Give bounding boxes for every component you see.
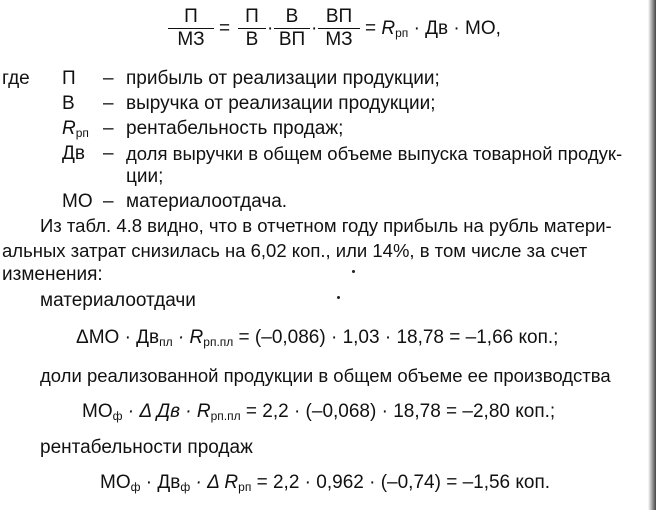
legend-dash: – [103,118,114,139]
fraction-numerator: П [168,6,214,29]
expr-subscript: рп.пл [203,335,234,349]
expr-subscript: ф [180,480,191,494]
rhs-symbol: R [381,18,396,39]
fraction-denominator: МЗ [177,29,205,50]
legend-text-continuation: ции; [126,166,164,187]
calc-expression [100,472,550,498]
fraction-p-v [238,6,266,51]
calc-expression [82,401,555,427]
fraction-p-mz [168,6,214,51]
expr-part: · Дв [140,472,181,493]
scan-edge-shadow [648,0,656,510]
legend-symbol: Дв [62,143,85,164]
expr-subscript: рп.пл [210,409,241,423]
legend-text: прибыль от реализации продукции; [126,68,440,89]
legend-symbol: В [62,93,75,114]
legend-symbol: П [62,68,76,89]
formula-rhs [365,18,501,44]
expr-subscript: ф [112,409,123,423]
legend-symbol-subscript: рп [75,126,89,140]
legend-text: рентабельность продаж; [126,118,344,139]
fraction-denominator: В [245,29,259,50]
expr-part: · R [172,327,204,348]
expr-part: = 2,2 · (–0,068) · 18,78 = –2,80 коп.; [240,401,556,422]
legend-text: доля выручки в общем объеме выпуска товарной продук- [126,143,623,164]
calc-label: материалоотдачи [40,290,196,311]
legend-symbol: МО [62,191,93,212]
expr-part: · Δ Дв · R [122,401,211,422]
calc-label: рентабельности продаж [40,437,253,458]
expr-part: = (–0,086) · 1,03 · 18,78 = –1,66 коп.; [233,327,559,348]
fraction-numerator: П [238,6,266,29]
paragraph-line: альных затрат снизилась на 6,02 коп., или 14%, в том числе за счет [2,240,588,261]
legend-symbol-main: R [62,118,76,139]
calc-label: доли реализованной продукции в общем объеме ее производства [40,365,611,386]
where-label: где [2,68,30,89]
fraction-vp-mz [318,6,360,51]
expr-subscript: ф [130,480,141,494]
fraction-denominator: МЗ [325,29,353,50]
expr-part: ΔМО · Дв [76,327,160,348]
paragraph-line: изменения: [2,264,103,285]
expr-part: · Δ R [190,472,239,493]
legend-text: материалоотдача. [126,191,288,212]
fraction-denominator: ВП [278,29,306,50]
legend-symbol [62,118,89,144]
fraction-numerator: ВП [318,6,360,29]
fraction-v-vp [274,6,310,51]
expr-subscript: рп [238,480,252,494]
expr-part: МО [82,401,113,422]
rhs-rest: · Дв · МО, [408,18,501,39]
legend-text: выручка от реализации продукции; [126,93,436,114]
legend-dash: – [103,68,114,89]
legend-dash: – [103,191,114,212]
legend-dash: – [103,143,114,164]
paragraph-line: Из табл. 4.8 видно, что в отчетном году прибыль на рубль матери- [40,215,612,236]
rhs-subscript: рп [395,26,409,40]
multiply-dot: · [311,18,318,39]
expr-subscript: пл [159,335,173,349]
calc-expression [76,327,558,353]
equals-sign: = [219,18,231,39]
equals-sign: = [365,18,377,39]
multiply-dot: · [267,18,274,39]
expr-part: = 2,2 · 0,962 · (–0,74) = –1,56 коп. [251,472,551,493]
scan-speck [337,296,340,299]
fraction-numerator: В [274,6,310,29]
legend-dash: – [103,93,114,114]
scan-speck [352,270,355,273]
expr-part: МО [100,472,131,493]
